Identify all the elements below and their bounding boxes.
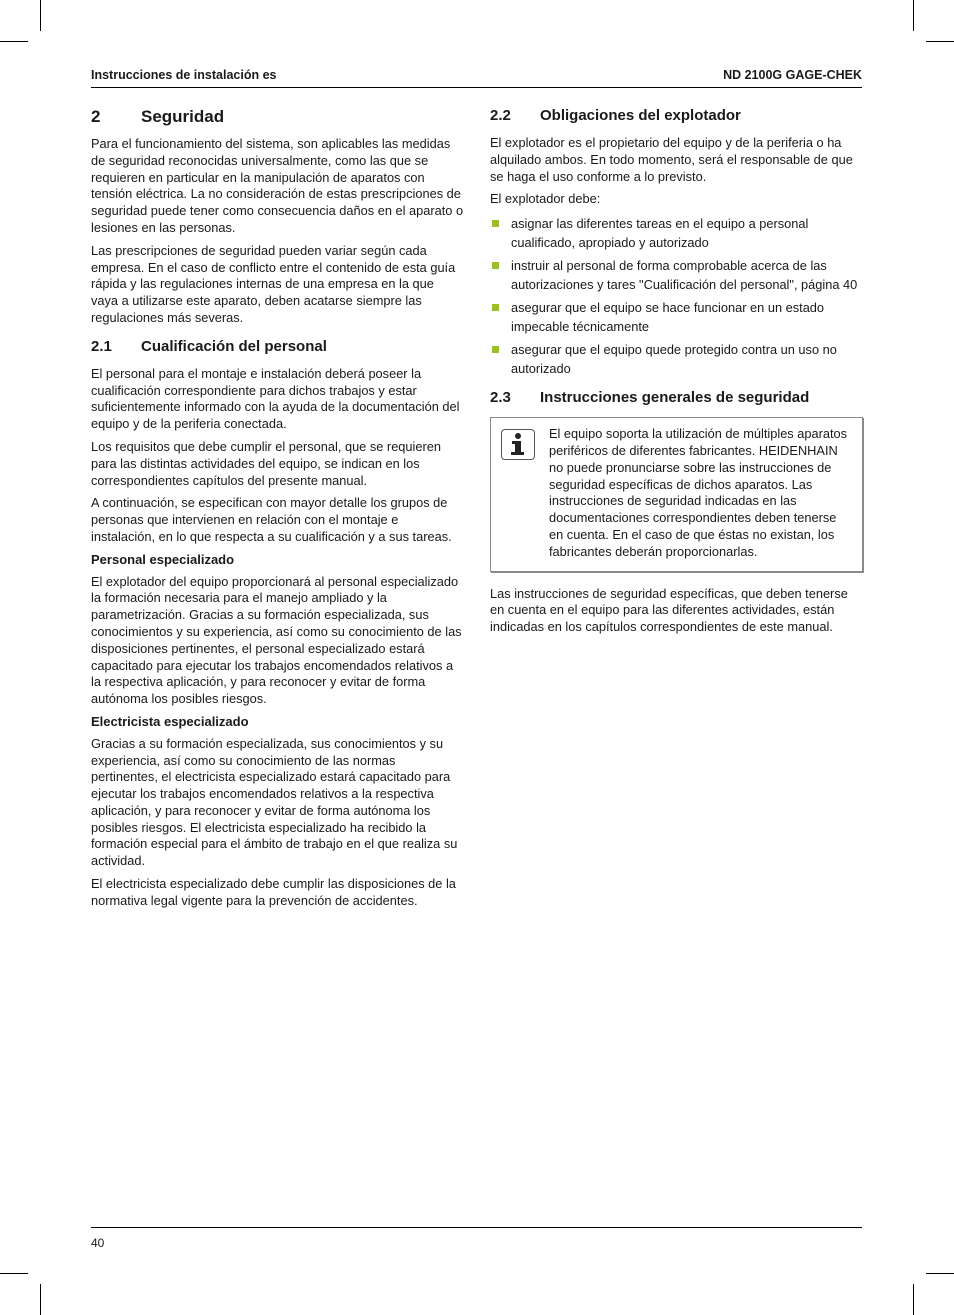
subsection-title: Obligaciones del explotador <box>540 107 741 124</box>
paragraph: El explotador debe: <box>490 191 601 207</box>
note-text: El equipo soporta la utilización de múltiples aparatos periféricos de diferentes fabricantes. HEIDENHAIN no puede pronunciarse sobre las instrucciones de seguridad específicas de dichos aparatos. Las instrucciones de seguridad indicadas en las documentaciones correspondientes deben tenerse en cuenta. En el caso de que éstas no existan, los fabricantes deberán proporcionarlas. <box>549 426 848 559</box>
list-item: asegurar que el equipo se hace funcionar en un estado impecable técnicamente <box>490 298 863 336</box>
subsection-title: Instrucciones generales de seguridad <box>540 389 810 407</box>
crop-mark <box>926 41 954 42</box>
info-note-box <box>490 417 863 571</box>
paragraph: A continuación, se especifican con mayor detalle los grupos de personas que intervienen en relación con el montaje e instalación, en lo que respecta a su cualificación y a sus tareas. <box>91 495 452 544</box>
crop-mark <box>913 0 914 31</box>
paragraph: El explotador es el propietario del equipo y de la periferia o ha alquilado ambos. En todo momento, será el responsable de que se haga el uso conforme a lo previsto. <box>490 135 853 184</box>
crop-mark <box>0 1273 28 1274</box>
info-icon <box>501 429 535 460</box>
list-item: asegurar que el equipo quede protegido contra un uso no autorizado <box>490 340 863 378</box>
crop-mark <box>913 1284 914 1315</box>
footer-rule <box>91 1227 862 1228</box>
minor-heading: Electricista especializado <box>91 713 249 729</box>
header-product-name: ND 2100G GAGE-CHEK <box>723 68 862 82</box>
paragraph: El personal para el montaje e instalación deberá poseer la cualificación correspondiente para dichos trabajos y estar suficientemente informado con la ayuda de la documentación del equipo y de la periferia conectada. <box>91 365 460 432</box>
subsection-number: 2.2 <box>490 107 511 124</box>
paragraph: Los requisitos que debe cumplir el personal, que se requieren para las distintas actividades del equipo, se indican en los correspondientes capítulos del presente manual. <box>91 438 441 488</box>
section-heading <box>91 106 464 128</box>
subsection-heading <box>91 337 464 356</box>
list-item: asignar las diferentes tareas en el equipo a personal cualificado, apropiado y autorizado <box>490 214 863 252</box>
crop-mark <box>40 1284 41 1315</box>
bullet-square-icon <box>492 262 499 269</box>
left-column <box>91 106 464 916</box>
bullet-square-icon <box>492 304 499 311</box>
list-item: instruir al personal de forma comprobable acerca de las autorizaciones y tares "Cualificación del personal", página 40 <box>490 256 863 294</box>
bullet-list <box>490 214 863 378</box>
bullet-square-icon <box>492 220 499 227</box>
paragraph: Las prescripciones de seguridad pueden variar según cada empresa. En el caso de conflicto entre el contenido de esta guía rápida y las regulaciones internas de una empresa en la que vaya a utilizarse este aparato, deben acatarse siempre las regulaciones más severas. <box>91 242 456 325</box>
subsection-number: 2.3 <box>490 389 511 407</box>
section-number: 2 <box>91 107 101 126</box>
subsection-title: Cualificación del personal <box>141 337 327 355</box>
paragraph: El explotador del equipo proporcionará al personal especializado la formación necesaria para el manejo ampliado y la parametrización. Gracias a su formación especializada, sus conocimientos y su experiencia, así como su conocimiento de las disposiciones pertinentes, el personal especializado estará capacitado para ejecutar los trabajos encomendados relativos a la respectiva aplicación, y para reconocer y evitar de forma autónoma los posibles riesgos. <box>91 573 462 707</box>
crop-mark <box>926 1273 954 1274</box>
subsection-heading <box>490 106 863 125</box>
crop-mark <box>40 0 41 31</box>
paragraph: El electricista especializado debe cumplir las disposiciones de la normativa legal vigente para la prevención de accidentes. <box>91 876 456 908</box>
subsection-number: 2.1 <box>91 337 112 355</box>
section-title: Seguridad <box>141 107 225 126</box>
minor-heading: Personal especializado <box>91 551 235 567</box>
running-header <box>91 68 862 88</box>
paragraph: Gracias a su formación especializada, sus conocimientos y su experiencia, así como su conocimiento de las normas pertinentes, el electricista especializado estará capacitado para ejecutar los trabajos encomendados relativos a la respectiva aplicación, y para reconocer y evitar de forma autónoma los posibles riesgos. El electricista especializado ha recibido la formación especial para el ámbito de trabajo en el que realiza su actividad. <box>91 735 458 869</box>
subsection-heading <box>490 388 863 407</box>
right-column <box>490 106 863 642</box>
paragraph: Las instrucciones de seguridad específicas, que deben tenerse en cuenta en el equipo para las diferentes actividades, están indicadas en los capítulos correspondientes de este manual. <box>490 585 848 635</box>
paragraph: Para el funcionamiento del sistema, son aplicables las medidas de seguridad reconocidas universalmente, como las que se requieren en particular en la manipulación de aparatos con tensión eléctrica. La no consideración de estas prescripciones de seguridad puede tener como consecuencia daños en el aparato o lesiones en las personas. <box>91 136 464 235</box>
page-number: 40 <box>91 1236 105 1250</box>
crop-mark <box>0 41 28 42</box>
bullet-square-icon <box>492 346 499 353</box>
header-doc-title: Instrucciones de instalación es <box>91 68 277 82</box>
